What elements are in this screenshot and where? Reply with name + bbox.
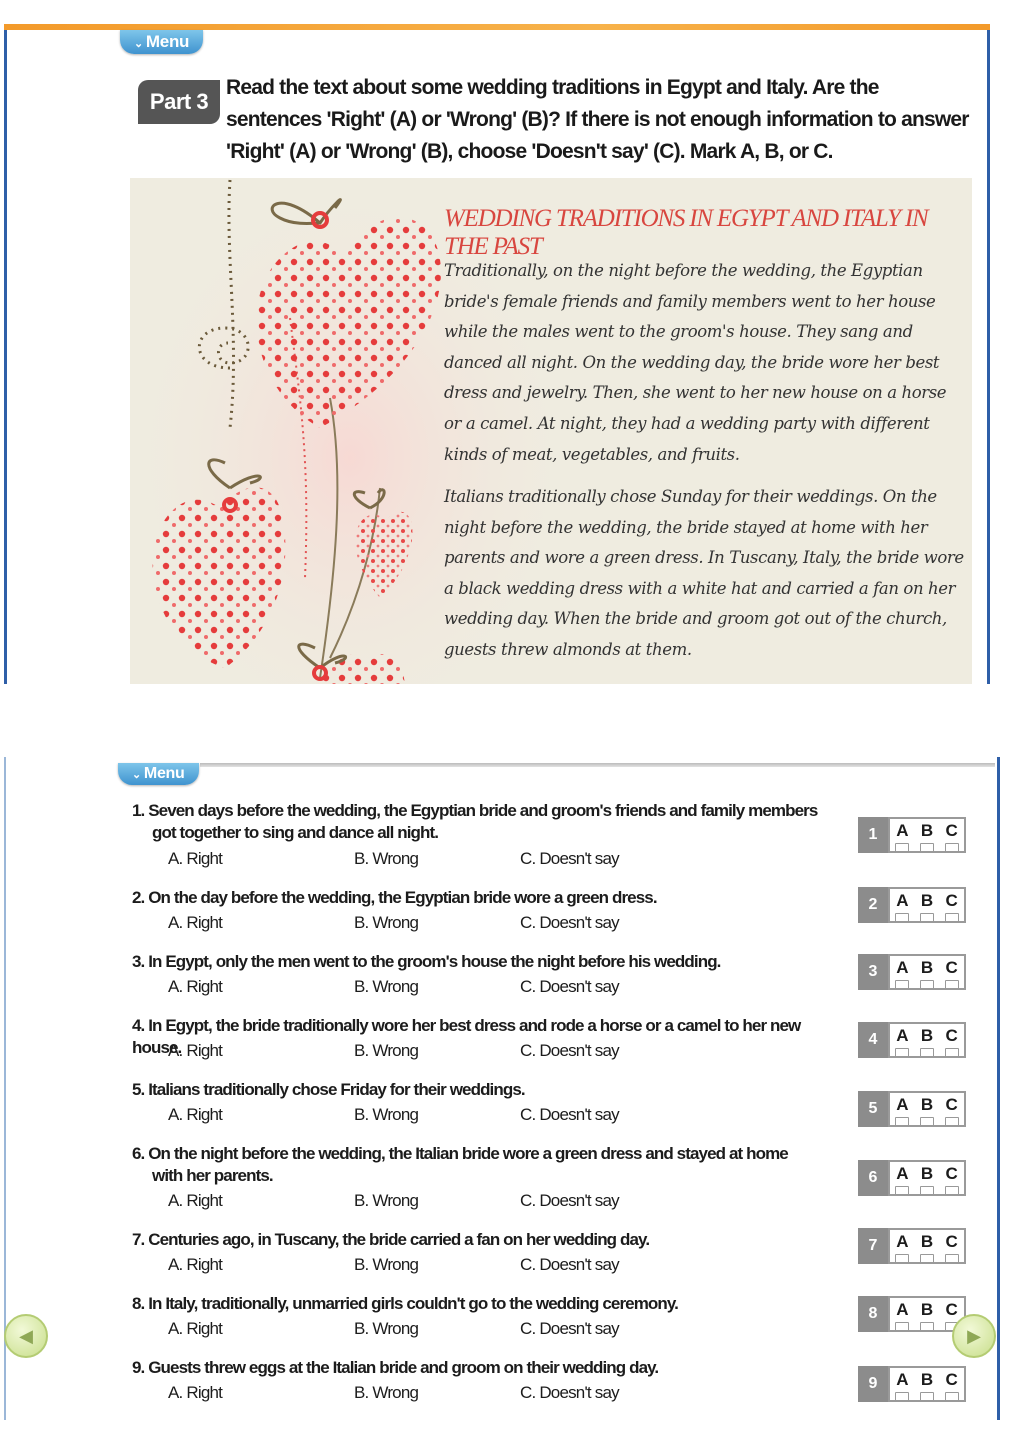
option-a[interactable]: A. Right bbox=[168, 1041, 223, 1060]
option-a[interactable]: A. Right bbox=[168, 913, 223, 932]
question-5: 5. Italians traditionally chose Friday for their weddings. bbox=[132, 1080, 525, 1099]
reading-paragraph-egypt: Traditionally, on the night before the wedding, the Egyptian bride's female friends and family members went to her house while the males went to the groom's house. They sang and danced all night. On the wedding day, the bride wore her best dress and jewelry. Then, she went to her new house on a horse or a camel. At night, they had a wedding party with different kinds of meat, vegetables, and fruits. bbox=[444, 261, 947, 464]
option-c[interactable]: C. Doesn't say bbox=[520, 977, 619, 996]
answer-box-9[interactable]: 9 A B C bbox=[858, 1366, 966, 1402]
answer-box-6[interactable]: 6 A B C bbox=[858, 1160, 966, 1196]
previous-page-button[interactable] bbox=[4, 1314, 48, 1358]
answer-box-7[interactable]: 7 A B C bbox=[858, 1228, 966, 1264]
reading-paragraph-italy: Italians traditionally chose Sunday for their weddings. On the night before the wedding, the bride stayed at home with her parents and wore a green dress. In Tuscany, Italy, the bride wore a black wedding dress with a white hat and carried a fan on her wedding day. When the bride and groom got out of the church, guests threw almonds at them. bbox=[444, 487, 964, 659]
answer-box-3[interactable]: 3 A B C bbox=[858, 954, 966, 990]
chevron-down-icon: ⌄ bbox=[134, 38, 143, 50]
option-b[interactable]: B. Wrong bbox=[354, 1041, 419, 1060]
option-a[interactable]: A. Right bbox=[168, 1383, 223, 1402]
menu-tab[interactable] bbox=[120, 30, 203, 54]
answer-box-8[interactable]: 8 A B C bbox=[858, 1296, 966, 1332]
option-a[interactable]: A. Right bbox=[168, 1191, 223, 1210]
arrow-left-icon: ◀ bbox=[19, 1325, 33, 1346]
part-badge: Part 3 bbox=[138, 80, 220, 124]
option-c[interactable]: C. Doesn't say bbox=[520, 1255, 619, 1274]
question-4: 4. In Egypt, the bride traditionally wore her best dress and rode a horse or a camel to her new house. bbox=[132, 1016, 801, 1057]
option-c[interactable]: C. Doesn't say bbox=[520, 1105, 619, 1124]
question-3: 3. In Egypt, only the men went to the groom's house the night before his wedding. bbox=[132, 952, 721, 971]
answer-box-1[interactable]: 1 A B C bbox=[858, 817, 966, 853]
next-page-button[interactable] bbox=[952, 1314, 996, 1358]
option-a[interactable]: A. Right bbox=[168, 1105, 223, 1124]
option-b[interactable]: B. Wrong bbox=[354, 913, 419, 932]
menu-label-2: Menu bbox=[143, 765, 185, 782]
question-1: 1. Seven days before the wedding, the Egyptian bride and groom's friends and family members got together to sing and dance all night. bbox=[132, 801, 818, 842]
option-a[interactable]: A. Right bbox=[168, 1319, 223, 1338]
option-c[interactable]: C. Doesn't say bbox=[520, 1041, 619, 1060]
option-c[interactable]: C. Doesn't say bbox=[520, 1191, 619, 1210]
option-c[interactable]: C. Doesn't say bbox=[520, 849, 619, 868]
question-6: 6. On the night before the wedding, the Italian bride wore a green dress and stayed at home with her parents. bbox=[132, 1144, 788, 1185]
option-a[interactable]: A. Right bbox=[168, 1255, 223, 1274]
option-c[interactable]: C. Doesn't say bbox=[520, 913, 619, 932]
answer-box-2[interactable]: 2 A B C bbox=[858, 887, 966, 923]
option-b[interactable]: B. Wrong bbox=[354, 1319, 419, 1338]
instructions: Read the text about some wedding traditions in Egypt and Italy. Are the sentences 'Right' (A) or 'Wrong' (B)? If there is not enough information to answer 'Right' (A) or 'Wrong' (B), choose 'Doesn't say' (C). Mark A, B, or C. bbox=[226, 76, 969, 163]
option-b[interactable]: B. Wrong bbox=[354, 977, 419, 996]
arrow-right-icon: ▶ bbox=[967, 1325, 981, 1346]
header-line bbox=[200, 763, 995, 767]
option-c[interactable]: C. Doesn't say bbox=[520, 1319, 619, 1338]
reading-title: WEDDING TRADITIONS IN EGYPT AND ITALY IN THE PAST bbox=[444, 205, 928, 260]
answer-box-4[interactable]: 4 A B C bbox=[858, 1022, 966, 1058]
answer-box-5[interactable]: 5 A B C bbox=[858, 1091, 966, 1127]
menu-label: Menu bbox=[145, 32, 190, 51]
question-2: 2. On the day before the wedding, the Egyptian bride wore a green dress. bbox=[132, 888, 657, 907]
question-8: 8. In Italy, traditionally, unmarried girls couldn't go to the wedding ceremony. bbox=[132, 1294, 679, 1313]
menu-tab-2[interactable] bbox=[118, 763, 199, 785]
option-a[interactable]: A. Right bbox=[168, 977, 223, 996]
option-b[interactable]: B. Wrong bbox=[354, 1191, 419, 1210]
question-7: 7. Centuries ago, in Tuscany, the bride carried a fan on her wedding day. bbox=[132, 1230, 650, 1249]
option-b[interactable]: B. Wrong bbox=[354, 1383, 419, 1402]
option-c[interactable]: C. Doesn't say bbox=[520, 1383, 619, 1402]
chevron-down-icon: ⌄ bbox=[132, 769, 141, 781]
option-b[interactable]: B. Wrong bbox=[354, 1105, 419, 1124]
option-b[interactable]: B. Wrong bbox=[354, 849, 419, 868]
option-b[interactable]: B. Wrong bbox=[354, 1255, 419, 1274]
question-9: 9. Guests threw eggs at the Italian bride and groom on their wedding day. bbox=[132, 1358, 659, 1377]
option-a[interactable]: A. Right bbox=[168, 849, 223, 868]
